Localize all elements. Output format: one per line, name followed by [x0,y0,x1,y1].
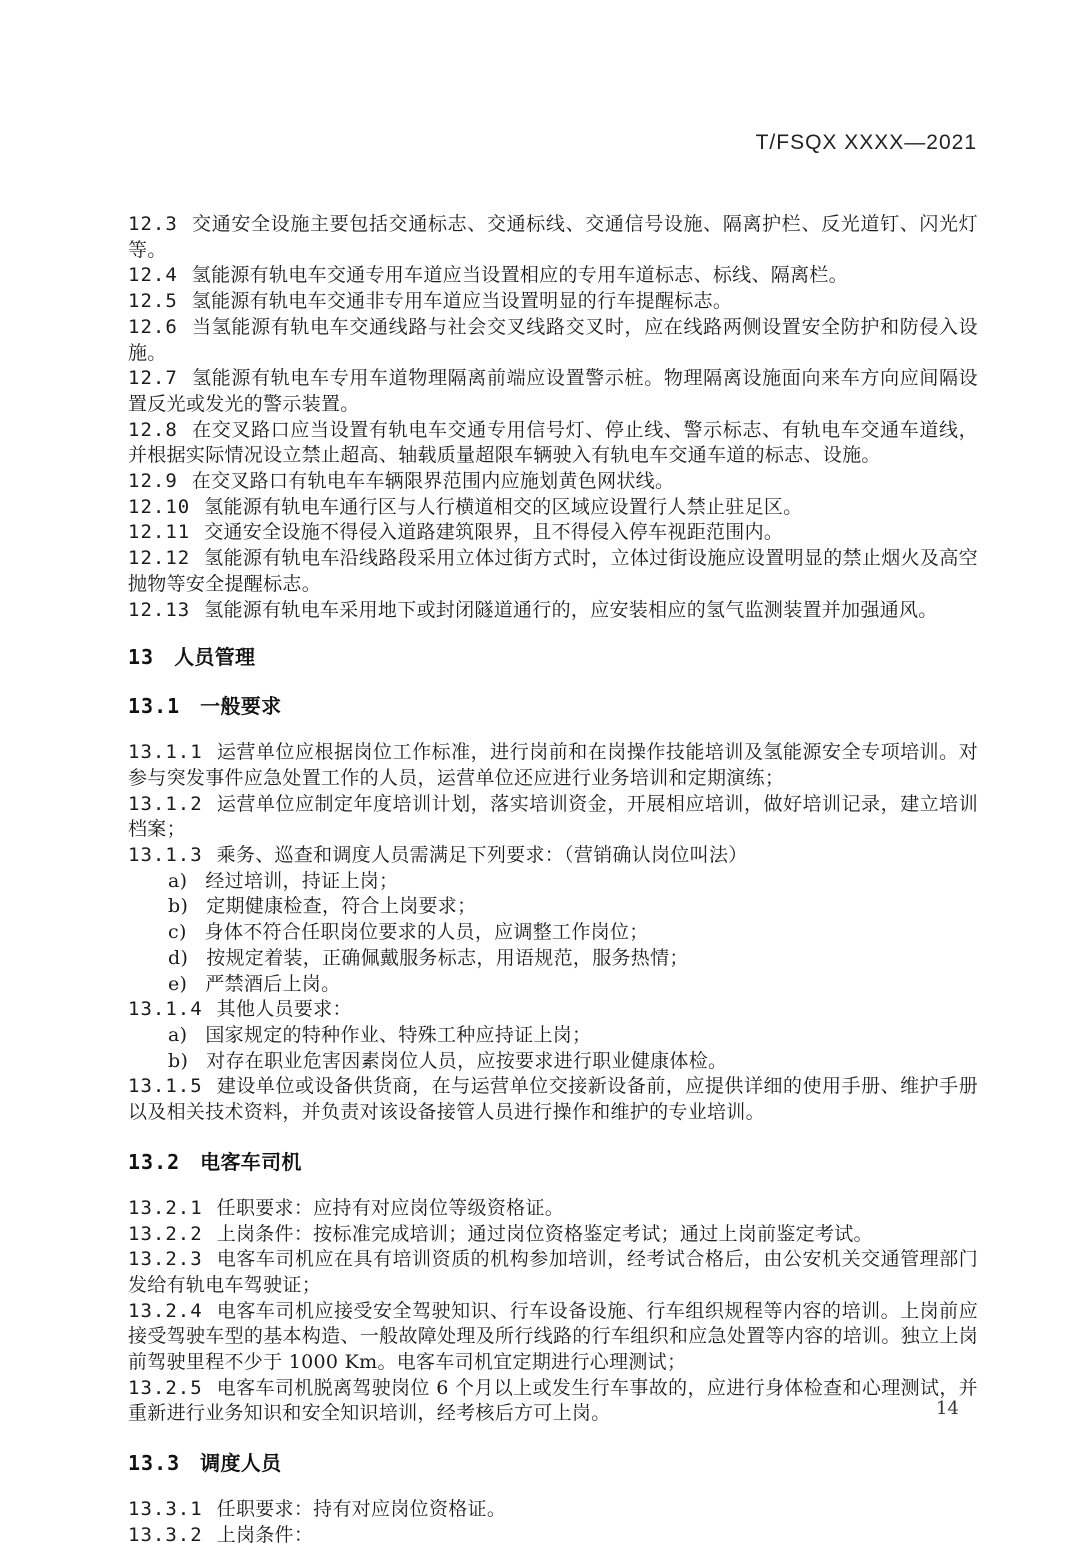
clause-13-1-3 [128,843,978,869]
clause-12-3 [128,212,978,263]
clause-text: 电客车司机应接受安全驾驶知识、行车设备设施、行车组织规程等内容的培训。上岗前应接受驾驶车型的基本构造、一般故障处理及所行线路的行车组织和应急处置等内容的培训。独立上岗前驾驶里程不少于 1000 Km。电客车司机宜定期进行心理测试； [128,1299,978,1374]
clause-text: 上岗条件：按标准完成培训；通过岗位资格鉴定考试；通过上岗前鉴定考试。 [216,1222,873,1245]
clause-text: 运营单位应制定年度培训计划，落实培训资金，开展相应培训，做好培训记录，建立培训档案； [128,792,978,841]
clause-number: 13.3.2 [128,1523,203,1546]
clause-12-13 [128,598,978,624]
clause-12-9 [128,469,978,495]
clause-13-1-1 [128,740,978,791]
section-13-1-heading [128,693,978,719]
list-item-letter: e) [168,972,188,995]
list-item-text: 国家规定的特种作业、特殊工种应持证上岗； [205,1023,592,1046]
clause-number: 13.2.1 [128,1196,203,1219]
list-item-text: 定期健康检查，符合上岗要求； [206,895,477,918]
list-item-text: 经过培训，持证上岗； [205,869,399,892]
clause-text: 电客车司机脱离驾驶岗位 6 个月以上或发生行车事故的，应进行身体检查和心理测试，并重新进行业务知识和安全知识培训，经考核后方可上岗。 [128,1376,978,1425]
clause-text: 乘务、巡查和调度人员需满足下列要求：（营销确认岗位叫法） [216,844,748,867]
list-item-text: 按规定着装，正确佩戴服务标志，用语规范，服务热情； [206,946,689,969]
clause-text: 氢能源有轨电车交通非专用车道应当设置明显的行车提醒标志。 [191,290,733,313]
clause-number: 13.1.2 [128,792,203,815]
clause-13-2-3 [128,1247,978,1298]
clause-number: 12.9 [128,470,178,493]
clause-text: 其他人员要求： [216,998,352,1021]
section-13-2-heading [128,1149,978,1175]
section-title: 调度人员 [200,1451,282,1476]
clause-number: 13.3.1 [128,1498,203,1521]
clause-text: 任职要求：应持有对应岗位等级资格证。 [216,1196,565,1219]
clause-text: 氢能源有轨电车沿线路段采用立体过街方式时，立体过街设施应设置明显的禁止烟火及高空抛物等安全提醒标志。 [128,547,978,595]
section-number: 13.2 [128,1149,181,1174]
clause-13-2-5 [128,1376,978,1427]
section-number: 13 [128,645,155,670]
section-title: 一般要求 [200,694,282,719]
clause-number: 12.4 [128,264,178,287]
clause-number: 12.3 [128,213,178,235]
clause-number: 12.10 [128,495,191,518]
clause-text: 氢能源有轨电车交通专用车道应当设置相应的专用车道标志、标线、隔离栏。 [191,264,848,287]
clause-number: 13.1.4 [128,998,203,1021]
clause-text: 交通安全设施不得侵入道路建筑限界，且不得侵入停车视距范围内。 [204,521,784,544]
clause-text: 氢能源有轨电车通行区与人行横道相交的区域应设置行人禁止驻足区。 [204,495,803,518]
clause-12-10 [128,495,978,521]
list-item-a [128,869,978,895]
list-item-letter: b) [168,1049,189,1072]
list-item-letter: b) [168,895,189,918]
clause-number: 12.6 [128,315,178,338]
clause-13-1-4 [128,997,978,1023]
clause-text: 建设单位或设备供货商，在与运营单位交接新设备前，应提供详细的使用手册、维护手册以及相关技术资料，并负责对该设备接管人员进行操作和维护的专业培训。 [128,1075,978,1124]
clause-number: 12.12 [128,547,191,570]
document-code-header: T/FSQX XXXX—2021 [755,131,977,154]
list-item-e [128,972,978,998]
clause-12-7 [128,366,978,417]
section-number: 13.1 [128,694,181,719]
clause-13-3-1 [128,1497,978,1523]
clause-text: 交通安全设施主要包括交通标志、交通标线、交通信号设施、隔离护栏、反光道钉、闪光灯等。 [128,213,978,261]
clause-13-1-5 [128,1074,978,1125]
clause-number: 12.7 [128,367,178,390]
clause-number: 13.1.1 [128,741,203,764]
clause-13-2-4 [128,1299,978,1376]
clause-text: 当氢能源有轨电车交通线路与社会交叉线路交叉时，应在线路两侧设置安全防护和防侵入设施。 [128,315,978,364]
section-number: 13.3 [128,1451,181,1476]
clause-number: 12.5 [128,290,178,313]
list-item-letter: a) [168,869,188,892]
clause-13-1-2 [128,792,978,843]
clause-number: 12.8 [128,418,178,441]
list-item-d [128,946,978,972]
list-item-letter: a) [168,1023,188,1046]
list-item-text: 身体不符合任职岗位要求的人员，应调整工作岗位； [204,921,649,944]
clause-13-2-1 [128,1196,978,1222]
clause-12-8 [128,418,978,469]
clause-text: 氢能源有轨电车采用地下或封闭隧道通行的，应安装相应的氢气监测装置并加强通风。 [204,598,938,621]
clause-number: 12.11 [128,521,191,544]
section-13-3-heading [128,1450,978,1476]
clause-text: 上岗条件： [216,1523,314,1546]
clause-number: 12.13 [128,598,191,621]
clause-12-4 [128,263,978,289]
clause-number: 13.2.4 [128,1299,203,1322]
clause-12-12 [128,546,978,597]
section-title: 人员管理 [174,645,256,670]
clause-text: 运营单位应根据岗位工作标准，进行岗前和在岗操作技能培训及氢能源安全专项培训。对参与突发事件应急处置工作的人员，运营单位还应进行业务培训和定期演练； [128,741,978,789]
section-13-heading [128,644,978,670]
clause-number: 13.2.5 [128,1376,203,1399]
list-item-c [128,920,978,946]
clause-13-2-2 [128,1222,978,1248]
clause-text: 电客车司机应在具有培训资质的机构参加培训，经考试合格后，由公安机关交通管理部门发给有轨电车驾驶证； [128,1248,978,1296]
list-item-letter: d) [168,946,189,969]
list-item-text: 严禁酒后上岗。 [205,972,341,995]
list-item-b [128,1049,978,1075]
document-body [128,212,978,1549]
section-title: 电客车司机 [200,1149,302,1174]
clause-text: 在交叉路口应当设置有轨电车交通专用信号灯、停止线、警示标志、有轨电车交通车道线，并根据实际情况设立禁止超高、轴载质量超限车辆驶入有轨电车交通车道的标志、设施。 [128,418,978,467]
clause-text: 任职要求：持有对应岗位资格证。 [216,1498,507,1521]
list-item-letter: c) [168,921,187,944]
clause-12-6 [128,315,978,366]
list-item-text: 对存在职业危害因素岗位人员，应按要求进行职业健康体检。 [206,1049,728,1072]
clause-12-11 [128,520,978,546]
list-item-b [128,894,978,920]
clause-12-5 [128,289,978,315]
clause-number: 13.2.2 [128,1222,203,1245]
clause-text: 在交叉路口有轨电车车辆限界范围内应施划黄色网状线。 [191,470,675,493]
clause-number: 13.1.5 [128,1075,203,1098]
clause-number: 13.2.3 [128,1248,203,1271]
clause-text: 氢能源有轨电车专用车道物理隔离前端应设置警示桩。物理隔离设施面向来车方向应间隔设置反光或发光的警示装置。 [128,367,978,415]
list-item-a [128,1023,978,1049]
clause-number: 13.1.3 [128,844,203,867]
page-number: 14 [936,1398,959,1419]
